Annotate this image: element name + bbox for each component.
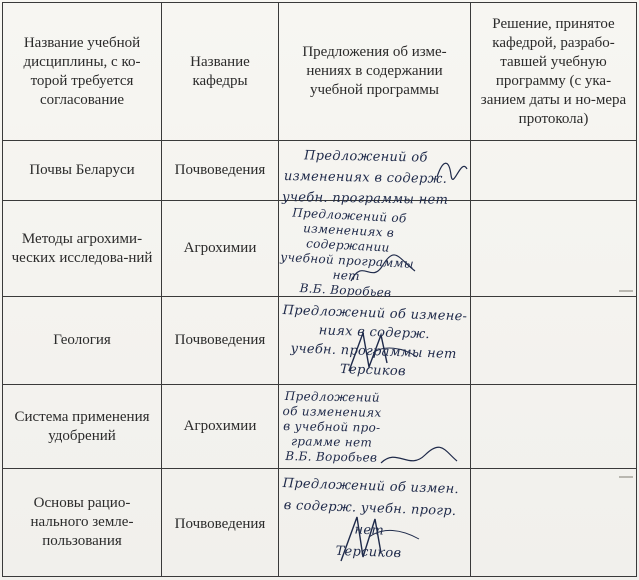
decision-cell bbox=[471, 201, 637, 297]
proposals-cell bbox=[279, 201, 471, 300]
table-row bbox=[3, 201, 637, 297]
table-row bbox=[3, 297, 637, 385]
decision-cell bbox=[471, 385, 637, 469]
proposals-cell bbox=[279, 297, 471, 385]
department-cell: Агрохимии bbox=[162, 201, 279, 297]
proposals-cell bbox=[279, 385, 471, 469]
discipline-cell: Геология bbox=[3, 297, 162, 385]
header-row bbox=[3, 3, 637, 141]
discipline-cell: Система применения удобрений bbox=[3, 385, 162, 469]
handwritten-note: Предложений об изменениях в учебной про- грамме нет В.Б. Воробьев bbox=[282, 389, 382, 465]
handwritten-note: Предложений об изменениях в содерж. учебн. программы нет bbox=[281, 148, 449, 208]
scan-edge-mark bbox=[619, 290, 633, 292]
handwritten-note: Предложений об измене- ниях в содерж. учебн. программы нет Терсиков bbox=[282, 302, 468, 380]
decision-cell bbox=[471, 297, 637, 385]
discipline-cell: Почвы Беларуси bbox=[3, 141, 162, 201]
table-row bbox=[3, 141, 637, 201]
discipline-cell: Методы агрохими-ческих исследова-ний bbox=[3, 201, 162, 297]
proposals-cell bbox=[279, 469, 471, 577]
department-cell: Почвоведения bbox=[162, 141, 279, 201]
header-discipline: Название учебной дисциплины, с ко-торой требуется согласование bbox=[3, 3, 162, 141]
decision-cell bbox=[471, 141, 637, 201]
handwritten-note: Предложений об измен. в содерж. учебн. прогр. нет Терсиков bbox=[282, 475, 460, 562]
discipline-cell: Основы рацио-нального земле-пользования bbox=[3, 469, 162, 577]
scan-edge-mark bbox=[619, 476, 633, 478]
table-row bbox=[3, 385, 637, 469]
table-row bbox=[3, 469, 637, 577]
department-cell: Почвоведения bbox=[162, 469, 279, 577]
header-proposals: Предложения об изме-нениях в содержании учебной программы bbox=[279, 3, 471, 141]
header-department: Название кафедры bbox=[162, 3, 279, 141]
header-decision: Решение, принятое кафедрой, разрабо-тавшей учебную программу (с ука-занием даты и но-мера протокола) bbox=[471, 3, 637, 141]
proposals-cell bbox=[279, 141, 471, 208]
department-cell: Почвоведения bbox=[162, 297, 279, 385]
department-cell: Агрохимии bbox=[162, 385, 279, 469]
handwritten-note: Предложений об изменениях в содержании учебной программы нет В.Б. Воробьев bbox=[279, 205, 415, 300]
decision-cell bbox=[471, 469, 637, 577]
approval-table bbox=[2, 2, 637, 577]
